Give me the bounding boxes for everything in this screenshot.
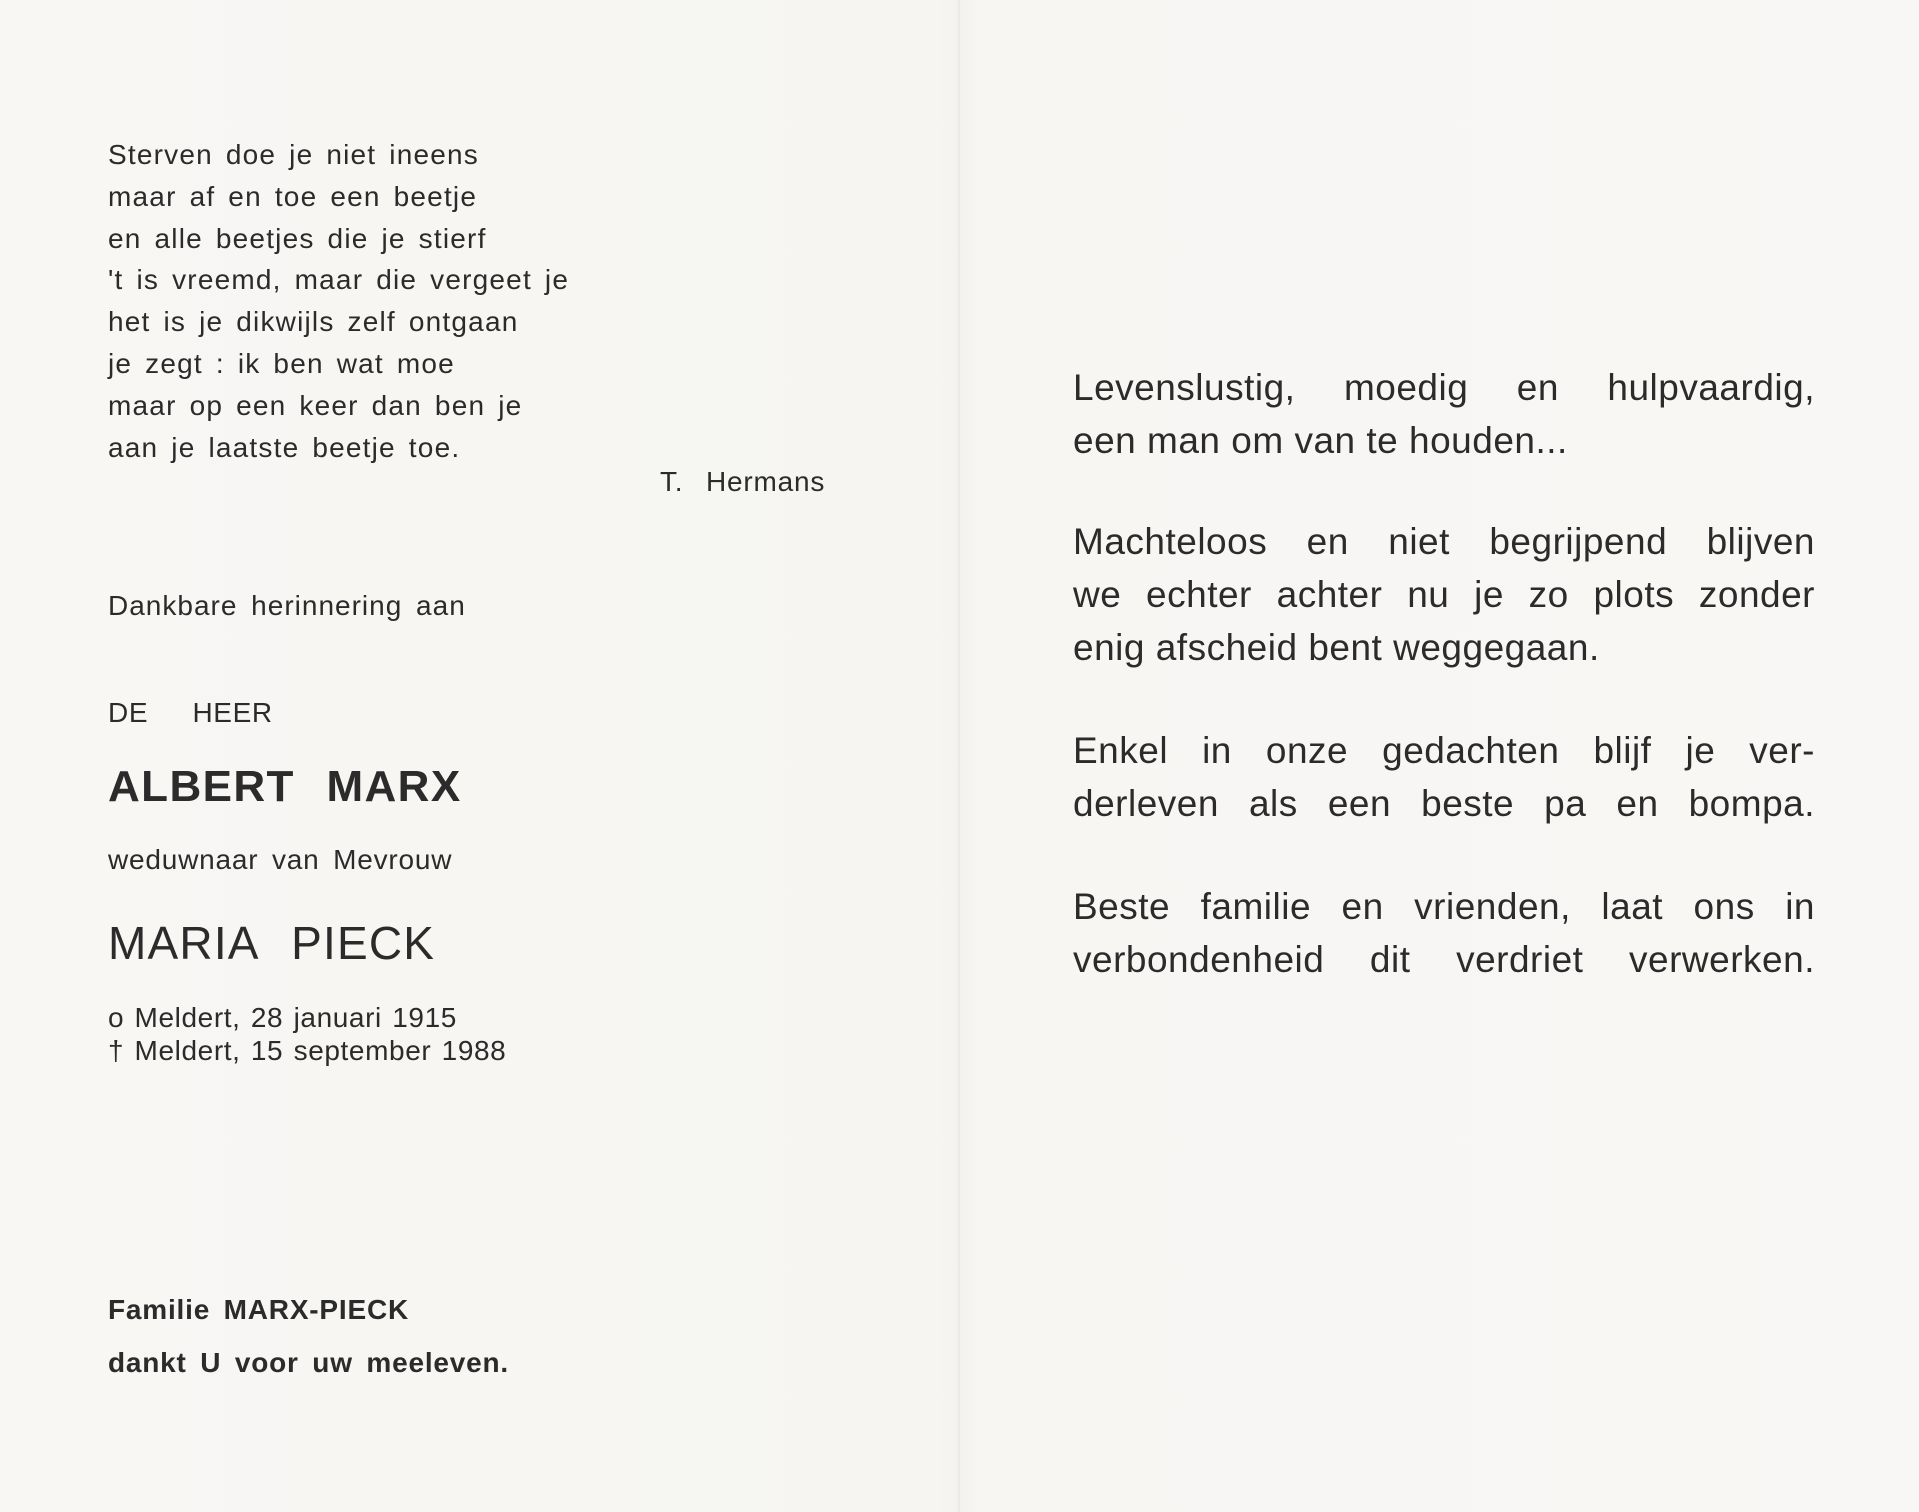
verse-stanza-1: [1073, 361, 1815, 467]
poem-line: 't is vreemd, maar die vergeet je: [108, 264, 570, 296]
thanks-message: dankt U voor uw meeleven.: [108, 1347, 509, 1378]
card-fold: [958, 0, 960, 1512]
family-thanks: [108, 1283, 509, 1389]
life-dates: [108, 1001, 506, 1067]
verse-line: enig afscheid bent weggegaan.: [1073, 627, 1600, 668]
poem-author: T. Hermans: [660, 466, 826, 497]
verse-line: derleven als een beste pa en bompa.: [1073, 783, 1815, 824]
verse-stanza-4: [1073, 880, 1815, 986]
family-name: Familie MARX-PIECK: [108, 1294, 409, 1325]
poem-line: aan je laatste beetje toe.: [108, 431, 461, 463]
poem-line: het is je dikwijls zelf ontgaan: [108, 306, 519, 338]
birth-date: o Meldert, 28 januari 1915: [108, 1002, 457, 1033]
widower-of-label: weduwnaar van Mevrouw: [108, 844, 453, 875]
verse-line: we echter achter nu je zo plots zonder: [1073, 574, 1815, 615]
verse-line: verbondenheid dit verdriet verwerken.: [1073, 939, 1815, 980]
remembrance-intro: Dankbare herinnering aan: [108, 590, 466, 621]
verse-line: Machteloos en niet begrijpend blijven: [1073, 521, 1815, 562]
verse-line: Enkel in onze gedachten blijf je ver-: [1073, 730, 1815, 771]
verse-line: een man om van te houden...: [1073, 420, 1568, 461]
poem-line: Sterven doe je niet ineens: [108, 139, 479, 170]
verse-line: Beste familie en vrienden, laat ons in: [1073, 886, 1815, 927]
poem-line: je zegt : ik ben wat moe: [108, 347, 455, 379]
verse-line: Levenslustig, moedig en hulpvaardig,: [1073, 367, 1815, 408]
poem: [108, 134, 569, 468]
poem-line: maar af en toe een beetje: [108, 180, 478, 212]
poem-line: maar op een keer dan ben je: [108, 389, 523, 421]
spouse-name: MARIA PIECK: [108, 917, 436, 969]
deceased-title: DE HEER: [108, 697, 273, 728]
death-date: † Meldert, 15 september 1988: [108, 1035, 507, 1066]
poem-line: en alle beetjes die je stierf: [108, 222, 487, 254]
verse-stanza-2: [1073, 515, 1815, 674]
verse-stanza-3: [1073, 724, 1815, 830]
deceased-name: ALBERT MARX: [108, 762, 462, 811]
